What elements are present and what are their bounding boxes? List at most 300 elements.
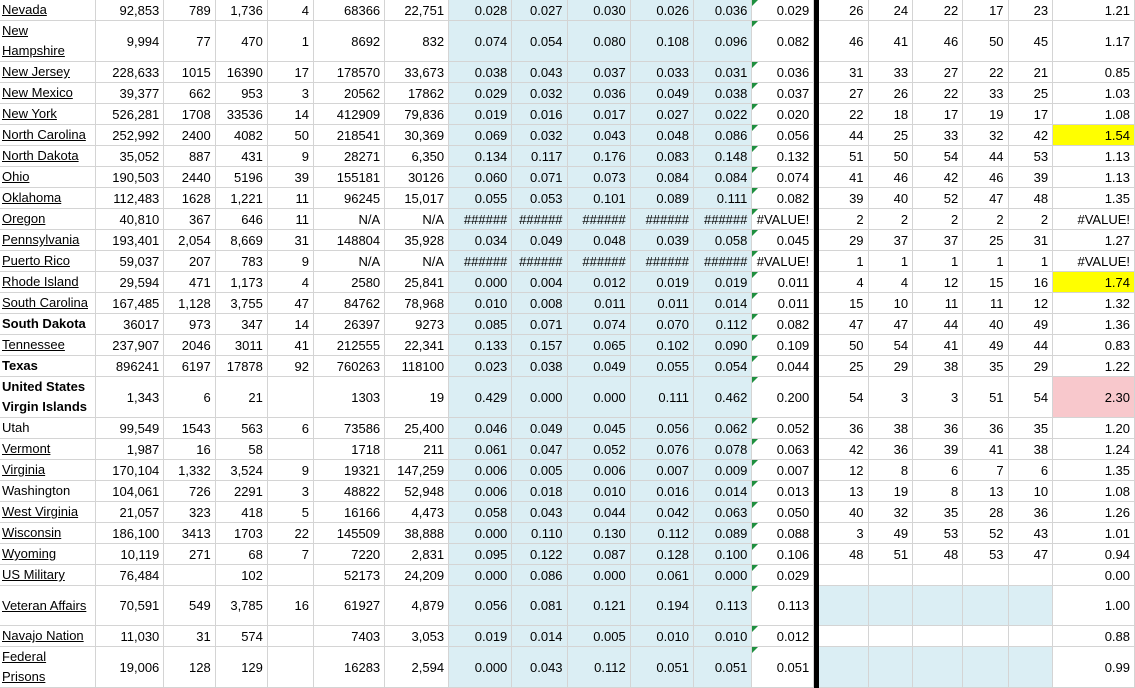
- rank-1-cell[interactable]: 39: [819, 188, 868, 209]
- rate-1-cell[interactable]: 0.429: [449, 377, 512, 418]
- rate-3-cell[interactable]: 0.044: [567, 502, 630, 523]
- deaths-cell[interactable]: 31: [164, 626, 215, 647]
- rate-1-cell[interactable]: 0.006: [449, 481, 512, 502]
- rank-1-cell[interactable]: 3: [819, 523, 868, 544]
- rate-1-cell[interactable]: 0.029: [449, 83, 512, 104]
- rate-avg-cell[interactable]: 0.082: [752, 314, 814, 335]
- rate-1-cell[interactable]: 0.000: [449, 272, 512, 293]
- population-cell[interactable]: 167,485: [95, 293, 164, 314]
- rate-2-cell[interactable]: 0.008: [512, 293, 567, 314]
- rate-2-cell[interactable]: 0.032: [512, 83, 567, 104]
- rate-avg-cell[interactable]: 0.200: [752, 377, 814, 418]
- rate-4-cell[interactable]: 0.111: [630, 377, 693, 418]
- rate-3-cell[interactable]: ######: [567, 209, 630, 230]
- population-cell[interactable]: 11,030: [95, 626, 164, 647]
- cases-cell[interactable]: 129: [215, 647, 267, 688]
- diff-cell[interactable]: N/A: [385, 251, 449, 272]
- rate-avg-cell[interactable]: #VALUE!: [752, 209, 814, 230]
- region-name-cell[interactable]: Virginia: [0, 460, 95, 481]
- rate-4-cell[interactable]: 0.055: [630, 356, 693, 377]
- diff-cell[interactable]: 79,836: [385, 104, 449, 125]
- population-cell[interactable]: 237,907: [95, 335, 164, 356]
- region-name-cell[interactable]: Washington: [0, 481, 95, 502]
- rank-4-cell[interactable]: 25: [963, 230, 1008, 251]
- cases-cell[interactable]: 3,524: [215, 460, 267, 481]
- rate-avg-cell[interactable]: 0.045: [752, 230, 814, 251]
- region-name-cell[interactable]: North Carolina: [0, 125, 95, 146]
- deaths-cell[interactable]: 2440: [164, 167, 215, 188]
- rank-1-cell[interactable]: 13: [819, 481, 868, 502]
- rank-3-cell[interactable]: 27: [913, 62, 963, 83]
- rate-avg-cell[interactable]: 0.036: [752, 62, 814, 83]
- rate-avg-cell[interactable]: 0.052: [752, 418, 814, 439]
- population-cell[interactable]: 896241: [95, 356, 164, 377]
- rate-4-cell[interactable]: 0.042: [630, 502, 693, 523]
- score-cell[interactable]: 1.22: [1053, 356, 1135, 377]
- rank-2-cell[interactable]: 24: [868, 0, 913, 21]
- rank-1-cell[interactable]: 1: [819, 251, 868, 272]
- rank-1-cell[interactable]: 50: [819, 335, 868, 356]
- score-cell[interactable]: 1.54: [1053, 125, 1135, 146]
- rate-2-cell[interactable]: 0.081: [512, 586, 567, 626]
- count-cell[interactable]: 3: [267, 481, 313, 502]
- rank-5-cell[interactable]: 23: [1008, 0, 1053, 21]
- rank-3-cell[interactable]: 35: [913, 502, 963, 523]
- rate-2-cell[interactable]: 0.032: [512, 125, 567, 146]
- rate-4-cell[interactable]: 0.011: [630, 293, 693, 314]
- cases-cell[interactable]: 1,736: [215, 0, 267, 21]
- count-cell[interactable]: 14: [267, 104, 313, 125]
- rate-avg-cell[interactable]: 0.109: [752, 335, 814, 356]
- rate-3-cell[interactable]: 0.176: [567, 146, 630, 167]
- region-name-cell[interactable]: Oregon: [0, 209, 95, 230]
- rank-5-cell[interactable]: 31: [1008, 230, 1053, 251]
- rate-2-cell[interactable]: 0.043: [512, 502, 567, 523]
- rank-2-cell[interactable]: 36: [868, 439, 913, 460]
- population-cell[interactable]: 92,853: [95, 0, 164, 21]
- rank-4-cell[interactable]: 40: [963, 314, 1008, 335]
- rank-2-cell[interactable]: 54: [868, 335, 913, 356]
- cases-cell[interactable]: 58: [215, 439, 267, 460]
- deaths-cell[interactable]: 549: [164, 586, 215, 626]
- rate-2-cell[interactable]: 0.038: [512, 356, 567, 377]
- score-cell[interactable]: 1.35: [1053, 188, 1135, 209]
- cases-cell[interactable]: 33536: [215, 104, 267, 125]
- rank-1-cell[interactable]: 22: [819, 104, 868, 125]
- score-cell[interactable]: 1.32: [1053, 293, 1135, 314]
- region-name-cell[interactable]: Wyoming: [0, 544, 95, 565]
- rate-4-cell[interactable]: 0.051: [630, 647, 693, 688]
- score-cell[interactable]: 1.00: [1053, 586, 1135, 626]
- population-cell[interactable]: 1,987: [95, 439, 164, 460]
- rate-3-cell[interactable]: 0.011: [567, 293, 630, 314]
- rate-avg-cell[interactable]: 0.051: [752, 647, 814, 688]
- cases-cell[interactable]: 16390: [215, 62, 267, 83]
- rank-3-cell[interactable]: 36: [913, 418, 963, 439]
- rate-1-cell[interactable]: 0.095: [449, 544, 512, 565]
- cases-cell[interactable]: 1,173: [215, 272, 267, 293]
- diff-cell[interactable]: 17862: [385, 83, 449, 104]
- population-cell[interactable]: 526,281: [95, 104, 164, 125]
- count-cell[interactable]: [267, 439, 313, 460]
- total-cell[interactable]: 7220: [314, 544, 385, 565]
- rank-3-cell[interactable]: 22: [913, 0, 963, 21]
- rate-avg-cell[interactable]: 0.106: [752, 544, 814, 565]
- count-cell[interactable]: 9: [267, 146, 313, 167]
- rank-2-cell[interactable]: 47: [868, 314, 913, 335]
- rank-2-cell[interactable]: 41: [868, 21, 913, 62]
- rate-5-cell[interactable]: 0.462: [693, 377, 751, 418]
- rank-5-cell[interactable]: 35: [1008, 418, 1053, 439]
- rate-3-cell[interactable]: 0.006: [567, 460, 630, 481]
- rank-2-cell[interactable]: 29: [868, 356, 913, 377]
- score-cell[interactable]: #VALUE!: [1053, 251, 1135, 272]
- score-cell[interactable]: 1.36: [1053, 314, 1135, 335]
- rank-4-cell[interactable]: 52: [963, 523, 1008, 544]
- rank-5-cell[interactable]: 12: [1008, 293, 1053, 314]
- deaths-cell[interactable]: 1,128: [164, 293, 215, 314]
- rate-4-cell[interactable]: 0.084: [630, 167, 693, 188]
- count-cell[interactable]: 4: [267, 272, 313, 293]
- rank-5-cell[interactable]: 1: [1008, 251, 1053, 272]
- cases-cell[interactable]: 347: [215, 314, 267, 335]
- cases-cell[interactable]: 8,669: [215, 230, 267, 251]
- cases-cell[interactable]: 1703: [215, 523, 267, 544]
- cases-cell[interactable]: 563: [215, 418, 267, 439]
- rank-5-cell[interactable]: 10: [1008, 481, 1053, 502]
- count-cell[interactable]: [267, 565, 313, 586]
- cases-cell[interactable]: 646: [215, 209, 267, 230]
- rate-5-cell[interactable]: ######: [693, 251, 751, 272]
- population-cell[interactable]: 104,061: [95, 481, 164, 502]
- rate-2-cell[interactable]: 0.014: [512, 626, 567, 647]
- diff-cell[interactable]: N/A: [385, 209, 449, 230]
- score-cell[interactable]: 1.01: [1053, 523, 1135, 544]
- score-cell[interactable]: 1.26: [1053, 502, 1135, 523]
- count-cell[interactable]: 16: [267, 586, 313, 626]
- rank-5-cell[interactable]: [1008, 647, 1053, 688]
- rank-4-cell[interactable]: [963, 626, 1008, 647]
- rate-1-cell[interactable]: 0.006: [449, 460, 512, 481]
- rank-1-cell[interactable]: 42: [819, 439, 868, 460]
- rank-2-cell[interactable]: 8: [868, 460, 913, 481]
- rate-2-cell[interactable]: 0.049: [512, 418, 567, 439]
- rank-4-cell[interactable]: 2: [963, 209, 1008, 230]
- diff-cell[interactable]: 15,017: [385, 188, 449, 209]
- rank-2-cell[interactable]: 2: [868, 209, 913, 230]
- rate-3-cell[interactable]: 0.036: [567, 83, 630, 104]
- region-name-cell[interactable]: Oklahoma: [0, 188, 95, 209]
- rate-5-cell[interactable]: 0.009: [693, 460, 751, 481]
- rate-2-cell[interactable]: 0.018: [512, 481, 567, 502]
- total-cell[interactable]: 68366: [314, 0, 385, 21]
- deaths-cell[interactable]: 3413: [164, 523, 215, 544]
- rank-5-cell[interactable]: 54: [1008, 377, 1053, 418]
- rate-2-cell[interactable]: 0.110: [512, 523, 567, 544]
- cases-cell[interactable]: 68: [215, 544, 267, 565]
- rate-5-cell[interactable]: 0.086: [693, 125, 751, 146]
- population-cell[interactable]: 10,119: [95, 544, 164, 565]
- rank-3-cell[interactable]: 52: [913, 188, 963, 209]
- total-cell[interactable]: 145509: [314, 523, 385, 544]
- score-cell[interactable]: 0.85: [1053, 62, 1135, 83]
- rank-2-cell[interactable]: [868, 586, 913, 626]
- rank-2-cell[interactable]: 1: [868, 251, 913, 272]
- rank-3-cell[interactable]: 12: [913, 272, 963, 293]
- count-cell[interactable]: 3: [267, 83, 313, 104]
- deaths-cell[interactable]: 662: [164, 83, 215, 104]
- rate-avg-cell[interactable]: #VALUE!: [752, 251, 814, 272]
- rate-5-cell[interactable]: 0.084: [693, 167, 751, 188]
- rank-2-cell[interactable]: 37: [868, 230, 913, 251]
- rank-5-cell[interactable]: [1008, 626, 1053, 647]
- rate-3-cell[interactable]: 0.052: [567, 439, 630, 460]
- rank-2-cell[interactable]: 18: [868, 104, 913, 125]
- deaths-cell[interactable]: 1543: [164, 418, 215, 439]
- rate-avg-cell[interactable]: 0.056: [752, 125, 814, 146]
- cases-cell[interactable]: 5196: [215, 167, 267, 188]
- rate-4-cell[interactable]: 0.016: [630, 481, 693, 502]
- region-name-cell[interactable]: Vermont: [0, 439, 95, 460]
- rate-1-cell[interactable]: 0.074: [449, 21, 512, 62]
- rank-4-cell[interactable]: 19: [963, 104, 1008, 125]
- rate-3-cell[interactable]: 0.130: [567, 523, 630, 544]
- rank-3-cell[interactable]: 48: [913, 544, 963, 565]
- rank-5-cell[interactable]: 38: [1008, 439, 1053, 460]
- diff-cell[interactable]: 19: [385, 377, 449, 418]
- population-cell[interactable]: 170,104: [95, 460, 164, 481]
- cases-cell[interactable]: 470: [215, 21, 267, 62]
- total-cell[interactable]: 760263: [314, 356, 385, 377]
- rank-3-cell[interactable]: 1: [913, 251, 963, 272]
- rank-1-cell[interactable]: 36: [819, 418, 868, 439]
- rank-5-cell[interactable]: 47: [1008, 544, 1053, 565]
- diff-cell[interactable]: 25,841: [385, 272, 449, 293]
- deaths-cell[interactable]: 207: [164, 251, 215, 272]
- count-cell[interactable]: 50: [267, 125, 313, 146]
- rank-1-cell[interactable]: 25: [819, 356, 868, 377]
- score-cell[interactable]: 1.17: [1053, 21, 1135, 62]
- score-cell[interactable]: 0.00: [1053, 565, 1135, 586]
- rank-1-cell[interactable]: 41: [819, 167, 868, 188]
- population-cell[interactable]: 99,549: [95, 418, 164, 439]
- deaths-cell[interactable]: 6197: [164, 356, 215, 377]
- rank-2-cell[interactable]: 33: [868, 62, 913, 83]
- score-cell[interactable]: 1.74: [1053, 272, 1135, 293]
- rate-5-cell[interactable]: 0.019: [693, 272, 751, 293]
- rate-1-cell[interactable]: 0.028: [449, 0, 512, 21]
- rank-2-cell[interactable]: [868, 565, 913, 586]
- rank-3-cell[interactable]: 44: [913, 314, 963, 335]
- rate-5-cell[interactable]: 0.010: [693, 626, 751, 647]
- rate-2-cell[interactable]: 0.117: [512, 146, 567, 167]
- rank-2-cell[interactable]: 38: [868, 418, 913, 439]
- region-name-cell[interactable]: Nevada: [0, 0, 95, 21]
- rate-5-cell[interactable]: 0.100: [693, 544, 751, 565]
- rank-5-cell[interactable]: [1008, 565, 1053, 586]
- cases-cell[interactable]: 17878: [215, 356, 267, 377]
- rate-3-cell[interactable]: 0.087: [567, 544, 630, 565]
- deaths-cell[interactable]: [164, 565, 215, 586]
- total-cell[interactable]: 16166: [314, 502, 385, 523]
- rate-5-cell[interactable]: 0.051: [693, 647, 751, 688]
- score-cell[interactable]: #VALUE!: [1053, 209, 1135, 230]
- population-cell[interactable]: 1,343: [95, 377, 164, 418]
- total-cell[interactable]: 52173: [314, 565, 385, 586]
- total-cell[interactable]: 178570: [314, 62, 385, 83]
- rate-4-cell[interactable]: 0.027: [630, 104, 693, 125]
- rank-5-cell[interactable]: 17: [1008, 104, 1053, 125]
- diff-cell[interactable]: 9273: [385, 314, 449, 335]
- rate-1-cell[interactable]: 0.023: [449, 356, 512, 377]
- rate-1-cell[interactable]: 0.010: [449, 293, 512, 314]
- rate-4-cell[interactable]: ######: [630, 251, 693, 272]
- rank-4-cell[interactable]: 36: [963, 418, 1008, 439]
- rank-3-cell[interactable]: 38: [913, 356, 963, 377]
- rate-5-cell[interactable]: 0.022: [693, 104, 751, 125]
- rank-1-cell[interactable]: 51: [819, 146, 868, 167]
- deaths-cell[interactable]: 16: [164, 439, 215, 460]
- rate-3-cell[interactable]: 0.121: [567, 586, 630, 626]
- rank-2-cell[interactable]: 46: [868, 167, 913, 188]
- rate-1-cell[interactable]: 0.060: [449, 167, 512, 188]
- rate-3-cell[interactable]: 0.101: [567, 188, 630, 209]
- rank-3-cell[interactable]: 53: [913, 523, 963, 544]
- rank-2-cell[interactable]: 10: [868, 293, 913, 314]
- rate-4-cell[interactable]: 0.070: [630, 314, 693, 335]
- rank-4-cell[interactable]: 51: [963, 377, 1008, 418]
- rate-3-cell[interactable]: ######: [567, 251, 630, 272]
- diff-cell[interactable]: 22,751: [385, 0, 449, 21]
- rank-1-cell[interactable]: [819, 586, 868, 626]
- rate-2-cell[interactable]: 0.049: [512, 230, 567, 251]
- rank-2-cell[interactable]: 40: [868, 188, 913, 209]
- region-name-cell[interactable]: Tennessee: [0, 335, 95, 356]
- rank-4-cell[interactable]: 28: [963, 502, 1008, 523]
- rank-5-cell[interactable]: 48: [1008, 188, 1053, 209]
- cases-cell[interactable]: 3011: [215, 335, 267, 356]
- score-cell[interactable]: 1.03: [1053, 83, 1135, 104]
- rate-3-cell[interactable]: 0.043: [567, 125, 630, 146]
- rate-1-cell[interactable]: 0.069: [449, 125, 512, 146]
- rate-3-cell[interactable]: 0.049: [567, 356, 630, 377]
- rank-5-cell[interactable]: 44: [1008, 335, 1053, 356]
- rate-3-cell[interactable]: 0.010: [567, 481, 630, 502]
- score-cell[interactable]: 0.83: [1053, 335, 1135, 356]
- region-name-cell[interactable]: Texas: [0, 356, 95, 377]
- total-cell[interactable]: 96245: [314, 188, 385, 209]
- region-name-cell[interactable]: Navajo Nation: [0, 626, 95, 647]
- total-cell[interactable]: 73586: [314, 418, 385, 439]
- rank-4-cell[interactable]: 32: [963, 125, 1008, 146]
- rank-2-cell[interactable]: 25: [868, 125, 913, 146]
- rank-2-cell[interactable]: 49: [868, 523, 913, 544]
- rate-1-cell[interactable]: 0.058: [449, 502, 512, 523]
- rank-3-cell[interactable]: 37: [913, 230, 963, 251]
- rank-1-cell[interactable]: 27: [819, 83, 868, 104]
- score-cell[interactable]: 1.35: [1053, 460, 1135, 481]
- score-cell[interactable]: 0.99: [1053, 647, 1135, 688]
- population-cell[interactable]: 228,633: [95, 62, 164, 83]
- rate-3-cell[interactable]: 0.074: [567, 314, 630, 335]
- rate-4-cell[interactable]: 0.049: [630, 83, 693, 104]
- diff-cell[interactable]: 2,594: [385, 647, 449, 688]
- score-cell[interactable]: 1.27: [1053, 230, 1135, 251]
- total-cell[interactable]: 48822: [314, 481, 385, 502]
- rate-5-cell[interactable]: 0.063: [693, 502, 751, 523]
- count-cell[interactable]: 41: [267, 335, 313, 356]
- rate-4-cell[interactable]: 0.112: [630, 523, 693, 544]
- population-cell[interactable]: 76,484: [95, 565, 164, 586]
- rate-5-cell[interactable]: ######: [693, 209, 751, 230]
- rate-4-cell[interactable]: 0.076: [630, 439, 693, 460]
- rate-2-cell[interactable]: 0.122: [512, 544, 567, 565]
- rate-4-cell[interactable]: 0.019: [630, 272, 693, 293]
- count-cell[interactable]: 5: [267, 502, 313, 523]
- cases-cell[interactable]: 1,221: [215, 188, 267, 209]
- rate-2-cell[interactable]: 0.157: [512, 335, 567, 356]
- count-cell[interactable]: 9: [267, 460, 313, 481]
- rank-5-cell[interactable]: 42: [1008, 125, 1053, 146]
- rank-1-cell[interactable]: 2: [819, 209, 868, 230]
- deaths-cell[interactable]: 2400: [164, 125, 215, 146]
- rate-5-cell[interactable]: 0.113: [693, 586, 751, 626]
- rate-5-cell[interactable]: 0.078: [693, 439, 751, 460]
- population-cell[interactable]: 112,483: [95, 188, 164, 209]
- total-cell[interactable]: 28271: [314, 146, 385, 167]
- rate-1-cell[interactable]: 0.055: [449, 188, 512, 209]
- rank-1-cell[interactable]: 15: [819, 293, 868, 314]
- rate-5-cell[interactable]: 0.148: [693, 146, 751, 167]
- total-cell[interactable]: 84762: [314, 293, 385, 314]
- rank-1-cell[interactable]: 44: [819, 125, 868, 146]
- rate-4-cell[interactable]: 0.089: [630, 188, 693, 209]
- region-name-cell[interactable]: Puerto Rico: [0, 251, 95, 272]
- score-cell[interactable]: 0.94: [1053, 544, 1135, 565]
- rate-3-cell[interactable]: 0.005: [567, 626, 630, 647]
- region-name-cell[interactable]: South Dakota: [0, 314, 95, 335]
- rank-1-cell[interactable]: 47: [819, 314, 868, 335]
- rate-3-cell[interactable]: 0.012: [567, 272, 630, 293]
- count-cell[interactable]: 1: [267, 21, 313, 62]
- rate-2-cell[interactable]: 0.053: [512, 188, 567, 209]
- rank-4-cell[interactable]: 46: [963, 167, 1008, 188]
- rate-4-cell[interactable]: 0.108: [630, 21, 693, 62]
- rate-2-cell[interactable]: 0.054: [512, 21, 567, 62]
- region-name-cell[interactable]: Utah: [0, 418, 95, 439]
- rate-5-cell[interactable]: 0.062: [693, 418, 751, 439]
- region-name-cell[interactable]: Rhode Island: [0, 272, 95, 293]
- rate-1-cell[interactable]: 0.133: [449, 335, 512, 356]
- rate-4-cell[interactable]: 0.056: [630, 418, 693, 439]
- rank-3-cell[interactable]: 3: [913, 377, 963, 418]
- cases-cell[interactable]: 4082: [215, 125, 267, 146]
- score-cell[interactable]: 1.13: [1053, 167, 1135, 188]
- rate-2-cell[interactable]: 0.071: [512, 167, 567, 188]
- rank-5-cell[interactable]: 29: [1008, 356, 1053, 377]
- rate-avg-cell[interactable]: 0.013: [752, 481, 814, 502]
- total-cell[interactable]: 7403: [314, 626, 385, 647]
- rank-2-cell[interactable]: 3: [868, 377, 913, 418]
- rank-3-cell[interactable]: [913, 586, 963, 626]
- population-cell[interactable]: 59,037: [95, 251, 164, 272]
- rate-avg-cell[interactable]: 0.029: [752, 565, 814, 586]
- rank-4-cell[interactable]: 15: [963, 272, 1008, 293]
- rank-5-cell[interactable]: 49: [1008, 314, 1053, 335]
- rank-3-cell[interactable]: 11: [913, 293, 963, 314]
- deaths-cell[interactable]: 128: [164, 647, 215, 688]
- total-cell[interactable]: 26397: [314, 314, 385, 335]
